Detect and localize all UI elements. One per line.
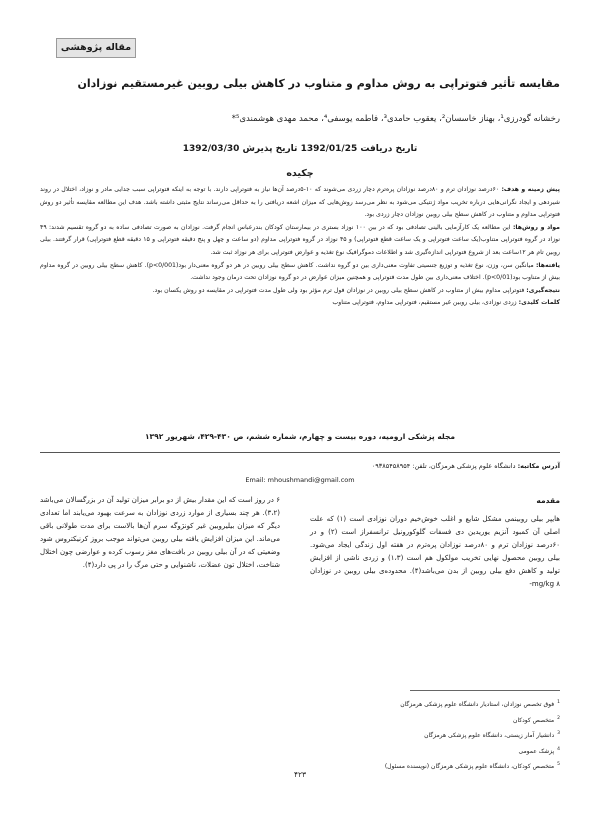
footnote-number: 3 [557, 731, 560, 736]
correspondence-email: Email: mhoushmandi@gmail.com [245, 476, 355, 484]
abstract-conclusion-text: فتوتراپی مداوم بیش از متناوب در کاهش سطح بیلی روبین در نوزادان فول ترم مؤثر بود ولی طول مدت فتوتراپی در مقایسه دو روش یکسان بود. [152, 286, 525, 294]
article-type-tab: مقاله پژوهشی [56, 38, 136, 58]
footnote-number: 4 [557, 746, 560, 752]
footnote-item [230, 743, 560, 759]
abstract-methods-label: مواد و روش‌ها: [512, 223, 561, 231]
abstract-conclusion [40, 285, 560, 298]
page-number: ۴۲۳ [293, 770, 307, 779]
footnote-text: متخصص کودکان، دانشگاه علوم پزشکی هرمزگان (نویسنده مسئول) [384, 763, 555, 770]
footnote-item [230, 696, 560, 712]
abstract-keywords-text: زردی نوزادی، بیلی روبین غیر مستقیم، فتوتراپی مداوم، فتوتراپی متناوب [332, 299, 517, 307]
footnote-text: پزشک عمومی [518, 747, 555, 755]
abstract-keywords-label: کلمات کلیدی: [518, 299, 560, 307]
abstract-body [40, 184, 560, 310]
abstract-background [40, 184, 560, 222]
footnote-item [230, 712, 560, 728]
abstract-conclusion-label: نتیجه‌گیری: [526, 286, 560, 294]
abstract-results [40, 260, 560, 285]
author-list: رخشانه گودرزی¹، بهناز خاسسان²، یعقوب حامدی³، فاطمه یوسفی⁴، محمد مهدی هوشمندی⁵* [231, 114, 560, 124]
article-title: مقایسه تأثیر فتوتراپی به روش مداوم و متناوب در کاهش بیلی روبین غیرمستقیم نوزادان [77, 77, 560, 90]
footnote-number: 5 [557, 762, 560, 767]
abstract-heading: چکیده [286, 168, 314, 179]
abstract-background-label: پیش زمینه و هدف: [501, 186, 561, 193]
introduction-column-left: ۶ در روز است که این مقدار بیش از دو برابر میزان تولید آن در بزرگسالان می‌باشد (۳،۲). هر چند بسیاری از موارد زردی نوزادان به سرعت بهبود می‌یابند اما تعدادی دیگر که میزان بیلیروبین غیر کونژوگه سرم آن‌ها بالاست برای مدت طولانی باقی می‌ماند. این میزان افزایش یافته بیلی روبین می‌تواند موجب بروز کرنیکتروس شود وضعیتی که در آن بیلی روبین در بافت‌های مغز رسوب کرده و عوارضی چون اختلال شناخت، اختلال تون عضلات، ناشنوایی و حتی مرگ را در پی دارد(۴). [40, 496, 280, 569]
introduction-paragraph: هایپر بیلی روبینمی مشکل شایع و اغلب خوش‌خیم دوران نوزادی است (۱) که علت اصلی آن کمبود آنزیم یوریدین دی فسفات گلوکورونیل ترانسفراز است (۲) و در ۶۰درصد نوزادان ترم و ۸۰درصد نوزادان پره‌ترم در هفته اول زندگی ایجاد می‌شود. بیلی روبین محصول نهایی تخریب مولکول هم است (۱،۳) و زردی ناشی از افزایش تولید و کاهش دفع بیلی روبین از بدن می‌باشد(۴). محدوده‌ی بیلی روبین در نوزادان mg/kg ۸- [310, 515, 561, 588]
abstract-methods-text: این مطالعه یک کارآزمایی بالینی تصادفی بود که در بین ۱۰۰ نوزاد بستری در بیمارستان کودکان بندرعباس انجام گرفت. نوزادان به صورت تصادفی ساده به دو گروه تقسیم شدند: ۴۹ نوزاد در گروه فتوتراپی متناوب(یک ساعت فتوتراپی و یک ساعت قطع فتوتراپی) و ۴۵ نوزاد در گروه فتوتراپی مداوم (دو ساعت و چهل و پنج دقیقه فتوتراپی و ۱۵ دقیقه قطع فتوتراپی) قرار گرفتند. بیلی روبین تام هر ۱۲ساعت بعد از شروع فتوتراپی اندازه‌گیری شد و اطلاعات دموگرافیک نوع تغذیه و عوارض فتوتراپی برای هر نوزاد ثبت شد. [40, 223, 561, 256]
footnote-text: دانشیار آمار زیستی، دانشگاه علوم پزشکی هرمزگان [424, 732, 555, 739]
received-accepted-dates: تاریخ دریافت 1392/01/25 تاریخ پذیرش 1392/03/30 [182, 144, 418, 154]
introduction-column-right [310, 494, 560, 591]
footnote-number: 2 [557, 715, 560, 721]
abstract-methods [40, 222, 560, 260]
footnote-number: 1 [557, 700, 560, 705]
footnote-text: فوق تخصص نوزادان، استادیار دانشگاه علوم پزشکی هرمزگان [400, 701, 555, 708]
correspondence-address [40, 460, 560, 473]
address-text: دانشگاه علوم پزشکی هرمزگان، تلفن: ۰۹۳۸۵۴۵۸۹۵۴ [371, 462, 516, 470]
journal-citation: مجله پزشکی ارومیه، دوره بیست و چهارم، شماره ششم، ص ۴۳۰-۴۲۹، شهریور ۱۳۹۲ [144, 432, 456, 441]
footnote-item [230, 727, 560, 743]
footnote-divider [410, 690, 560, 691]
abstract-results-label: یافته‌ها: [535, 261, 561, 269]
abstract-keywords [40, 297, 560, 310]
section-divider [40, 452, 560, 453]
abstract-results-text: میانگین سن، وزن، نوع تغذیه و توزیع جنسیتی تفاوت معنی‌داری بین دو گروه نداشت. کاهش سطح بیلی روبین در هر دو گروه معنی‌دار بود(p<0/001). کاهش سطح بیلی روبین در گروه مداوم بیش از متناوب بود(p<0/01). اختلاف معنی‌داری بین طول مدت فتوتراپی و همچنین میزان عوارض در دو گروه نوزادان تحت درمان وجود نداشت. [40, 261, 560, 282]
abstract-background-text: ۶۰درصد نوزادان ترم و ۸۰درصد نوزادان پره‌ترم دچار زردی می‌شوند که ۱۰-۵درصد آن‌ها نیاز به فتوتراپی دارند. با توجه به اینکه فتوتراپی سبب جدایی مادر و نوزاد، اختلال در روند شیردهی و ایجاد نگرانی‌هایی درباره تخریب مواد ژنتیکی می‌شود به نظر می‌رسد روش‌هایی که میزان اشعه دریافتی را به حداقل می‌رساند نتایج مثبتی داشته باشد. هدف این مطالعه مقایسه تأثیر دو روش فتوتراپی مداوم و متناوب در کاهش سطح بیلی روبین نوزادان دچار زردی بود. [40, 186, 560, 219]
footnote-text: متخصص کودکان [513, 716, 555, 724]
footnote-list [230, 696, 560, 774]
address-label: آدرس مکاتبه: [517, 462, 560, 470]
introduction-heading: مقدمه [536, 496, 560, 505]
